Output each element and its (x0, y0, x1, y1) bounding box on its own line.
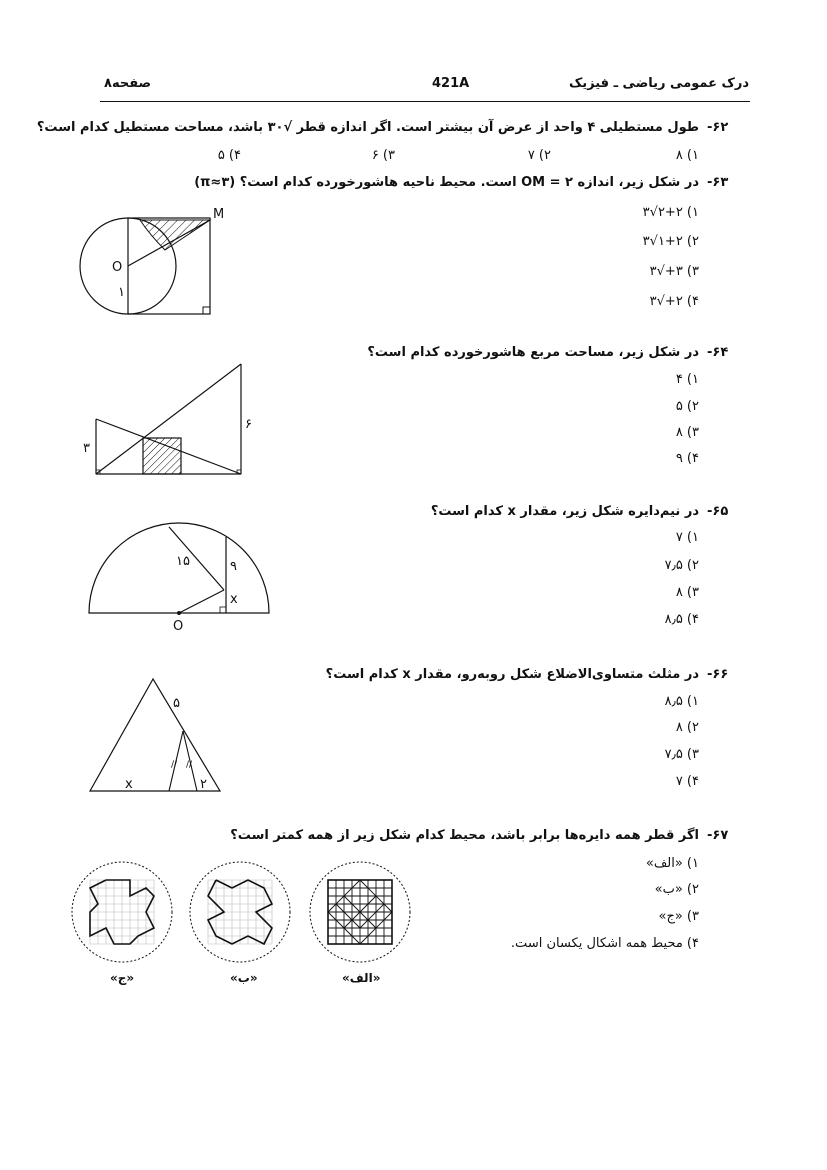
q66-option-3[interactable]: ۳) ۷٫۵ (664, 747, 699, 762)
q66-figure (85, 675, 225, 800)
q64-hatched-square (143, 438, 181, 474)
q65-label-15: ۱۵ (176, 554, 190, 569)
question-62-text: طول مستطیلی ۴ واحد از عرض آن بیشتر است. اگر اندازه قطر √۳۰ باشد، مساحت مستطیل کدام است؟ (36, 120, 699, 135)
q64-option-3[interactable]: ۳) ۸ (675, 425, 699, 440)
question-66-number: -۶۶ (707, 667, 729, 682)
q67-label-be: «ب» (230, 971, 258, 985)
q63-right-angle (203, 307, 210, 314)
q67-figure (70, 852, 420, 992)
question-65-text: در نیم‌دایره شکل زیر، مقدار x کدام است؟ (430, 504, 699, 519)
q66-option-1[interactable]: ۱) ۸٫۵ (664, 694, 699, 709)
q67-shape-be (190, 862, 290, 962)
q65-segment-x (179, 590, 224, 613)
question-66-text: در مثلث متساوی‌الاضلاع شکل روبه‌رو، مقدار x کدام است؟ (325, 667, 699, 682)
q65-center-dot (177, 611, 181, 615)
q65-option-2[interactable]: ۲) ۷٫۵ (664, 558, 699, 573)
header-subject: درک عمومی ریاضی ـ فیزیک (568, 76, 749, 91)
q66-label-5: ۵ (173, 696, 180, 711)
question-64-text: در شکل زیر، مساحت مربع هاشورخورده کدام است؟ (367, 345, 699, 360)
q63-option-3[interactable]: ۳) ۳+√۳ (649, 264, 699, 279)
q67-option-4[interactable]: ۴) محیط همه اشکال یکسان است. (510, 936, 699, 951)
q64-label-6: ۶ (245, 417, 252, 432)
q67-label-jim: «ج» (110, 971, 135, 985)
q62-option-4[interactable]: ۴) ۵ (217, 148, 241, 163)
question-64-number: -۶۴ (707, 345, 729, 360)
q66-tick-right: // (186, 760, 193, 770)
q66-label-x: x (125, 777, 133, 792)
q67-option-2[interactable]: ۲) «ب» (654, 882, 699, 897)
header-divider (100, 101, 750, 102)
q63-label-o: O (112, 260, 123, 275)
q66-tick-left: // (171, 760, 178, 770)
q66-triangle (90, 679, 220, 791)
q63-option-2[interactable]: ۲) ۱+۲√۳ (642, 234, 699, 249)
header-code: 421A (432, 76, 470, 91)
q65-label-o: O (173, 619, 184, 634)
q65-label-x: x (230, 592, 238, 607)
q63-hatched-region (140, 220, 210, 250)
q65-option-4[interactable]: ۴) ۸٫۵ (664, 612, 699, 627)
q67-label-alef: «الف» (342, 971, 381, 985)
q65-figure (80, 520, 280, 640)
question-63-number: -۶۳ (707, 175, 729, 190)
q62-option-3[interactable]: ۳) ۶ (371, 148, 395, 163)
q64-figure (80, 360, 260, 480)
q63-label-1: ۱ (118, 285, 125, 300)
q64-option-4[interactable]: ۴) ۹ (675, 451, 699, 466)
question-67-text: اگر قطر همه دایره‌ها برابر باشد، محیط کدام شکل زیر از همه کمتر است؟ (230, 828, 699, 843)
q67-option-1[interactable]: ۱) «الف» (645, 856, 699, 871)
q62-option-1[interactable]: ۱) ۸ (675, 148, 699, 163)
q63-figure (70, 200, 240, 320)
q67-option-3[interactable]: ۳) «ج» (658, 909, 699, 924)
q64-option-1[interactable]: ۱) ۴ (675, 372, 699, 387)
q63-label-m: M (213, 207, 225, 222)
q67-shape-jim (72, 862, 172, 962)
q65-label-9: ۹ (230, 559, 237, 574)
q65-option-1[interactable]: ۱) ۷ (675, 530, 699, 545)
question-63-text: در شکل زیر، اندازه OM = ۲ است. محیط ناحیه هاشورخورده کدام است؟ (π≈۳) (194, 175, 699, 190)
q67-shape-alef (310, 862, 410, 962)
q66-label-2: ۲ (200, 777, 207, 792)
question-65-number: -۶۵ (707, 504, 729, 519)
q63-option-1[interactable]: ۱) ۲+۲√۳ (642, 205, 699, 220)
question-67-number: -۶۷ (707, 828, 729, 843)
q64-option-2[interactable]: ۲) ۵ (675, 399, 699, 414)
q64-label-3: ۳ (83, 441, 90, 456)
q63-option-4[interactable]: ۴) ۲+√۳ (649, 294, 699, 309)
header-page: صفحه۸ (104, 76, 152, 91)
question-62-number: -۶۲ (707, 120, 729, 135)
q62-option-2[interactable]: ۲) ۷ (527, 148, 551, 163)
q66-option-2[interactable]: ۲) ۸ (675, 720, 699, 735)
q65-right-angle (220, 607, 226, 613)
q65-option-3[interactable]: ۳) ۸ (675, 585, 699, 600)
q66-option-4[interactable]: ۴) ۷ (675, 774, 699, 789)
